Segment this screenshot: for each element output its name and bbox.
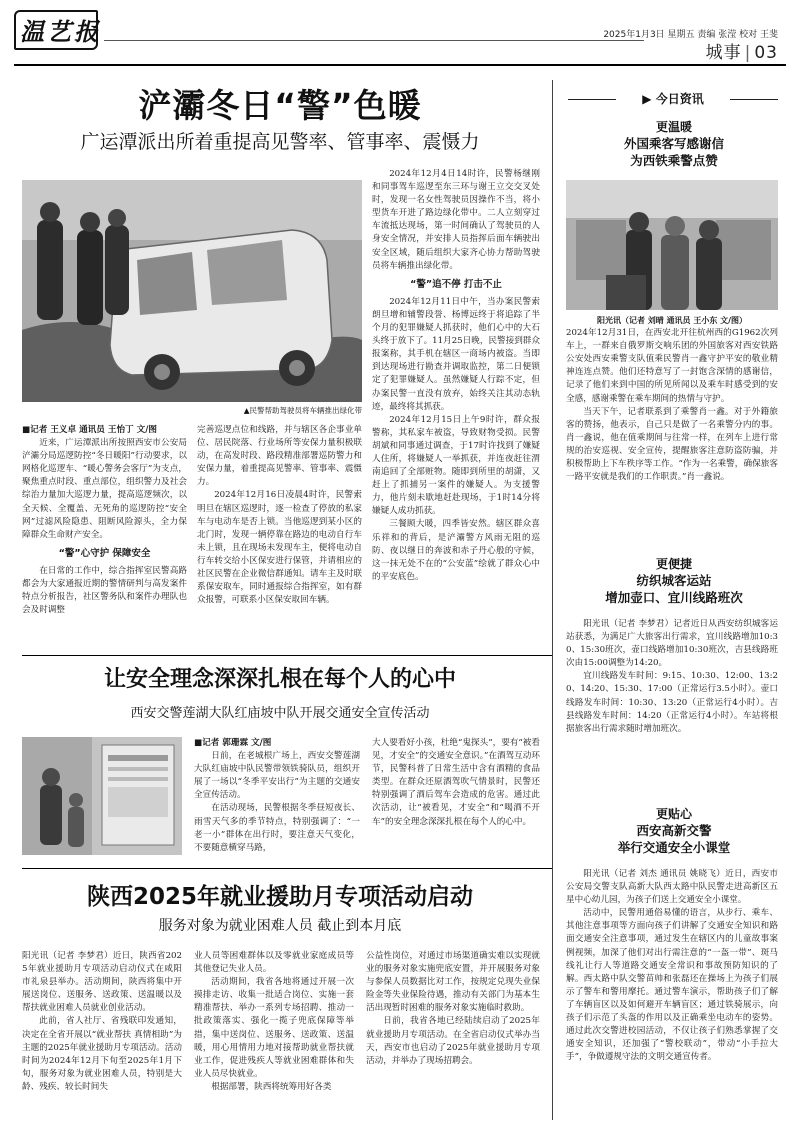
sidebar-item-2-title-line-1: 纺织城客运站 bbox=[636, 573, 712, 588]
lead-col2-para-1: 完善巡逻点位和线路，并与辖区各企事业单位、居民院落、行业场所等安保力量积极联动，在高发时段、路段精准部署巡防警力和安保力量，着重提高见警率、管事率、震慑力。 bbox=[197, 425, 362, 488]
sidebar-item-1 bbox=[566, 118, 782, 169]
sidebar-item-2-para-1: 阳光讯（记者 李梦君）记者近日从西安纺织城客运站获悉，为满足广大旅客出行需求，宜川线路增加10:30、15:30班次，壶口线路增加10:30班次，吉县线路班次由15:00调整为14:20。 bbox=[566, 619, 778, 669]
sidebar-item-1-title-line-2: 为西铁乘警点赞 bbox=[630, 153, 718, 168]
story2-column-2 bbox=[372, 737, 540, 829]
masthead-rule bbox=[104, 40, 644, 41]
sidebar-item-3-title-line-2: 举行交通安全小课堂 bbox=[617, 840, 731, 855]
story3-col3-para-1: 公益性岗位，对通过市场渠道确实难以实现就业的服务对象实施兜底安置，并开展服务对象与参保人员数据比对工作，按规定兑现失业保险金等失业保险待遇，推动有关部门为基本生活出现暂时困难的服务对象实施临时救助。 bbox=[366, 951, 540, 1014]
story2-col1-para-1: 日前，在老城根广场上，西安交警莲湖大队红庙坡中队民警带领铁骑队员，组织开展了一场以“冬季平安出行”为主题的交通安全宣传活动。 bbox=[194, 751, 360, 801]
story-divider-2 bbox=[22, 868, 552, 869]
lead-subhead-1: “警”心守护 保障安全 bbox=[58, 547, 151, 559]
story2-photo-illustration bbox=[22, 737, 182, 855]
lead-col3b-para-1: 2024年12月11日中午，当办案民警索朗旦增和辅警段誉、杨博远终于将追踪了半个月的犯罪嫌疑人抓获时，他们心中的大石头终于放下了。11月25日晚，民警接到群众报案称，其手机在辖区一商场内被盗。当即到达现场进行勘查并调取监控，第二日便锁定了犯罪嫌疑人。虽然嫌疑人行踪不定，但办案民警一直没有放弃，始终关注其动态轨迹，最终将其抓获。 bbox=[372, 296, 540, 412]
story2-title: 让安全理念深深扎根在每个人的心中 bbox=[103, 667, 456, 692]
story2-byline: ■记者 郭珊霖 文/图 bbox=[194, 738, 272, 748]
sidebar-item-1-photo-illustration bbox=[566, 180, 778, 310]
story3-col2-para-1: 业人员等困难群体以及零就业家庭成员等其他登记失业人员。 bbox=[194, 951, 354, 975]
sidebar-header bbox=[568, 90, 778, 108]
lead-col2-para-2: 2024年12月16日凌晨4时许，民警索明旦在辖区巡逻时，逐一检查了停放的私家车与电动车是否上锁。当他巡逻到某小区的北门时，发现一辆停靠在路边的电动自行车未上锁，且在现场未发现车主，便将电动自行车转交给小区保安进行保管，并请相应的社区民警在企业微信群通知。请车主及时联系保安取车，同时通报综合指挥室，如有群众报警，可联系小区保安取回车辆。 bbox=[197, 490, 362, 606]
masthead-logo-text: 温艺报 bbox=[20, 17, 101, 46]
sidebar-item-1-para-1: 2024年12月31日，在西安北开往杭州西的G1962次列车上，一群来自俄罗斯交响乐团的外国旅客对西安铁路公安处西安乘警支队值乘民警肖一鑫守护平安的敬业精神连连点赞。他们还特意写了一封饱含深情的感谢信，记录了他们来到中国的所见所闻以及乘车时感受到的安全感，感谢乘警在乘车期间的热情与守护。 bbox=[566, 328, 778, 404]
story2-column-1 bbox=[194, 737, 360, 855]
story3-column-1 bbox=[22, 950, 182, 1094]
lead-column-3 bbox=[372, 168, 540, 584]
sidebar-item-3-para-2: 活动中，民警用通俗易懂的语言，从步行、乘车、其他注意事项等方面向孩子们讲解了交通安全知识和路面交通安全注意事项，通过发生在辖区内的儿童故事案例视频，加深了他们对出行需注意的“一盔一带”、斑马线礼让行人等道路交通安全常识和事故预防知识的了解。西太路中队交警苗帅和张磊还在操场上为孩子们展示了警车和警用摩托。通过警车演示，帮助孩子们了解了车辆盲区以及如何避开车辆盲区；通过铁骑展示，向孩子们示范了头盔的作用以及正确乘坐电动车的姿势。通过此次交警进校园活动，不仅让孩子们熟悉掌握了交通安全知识，还加强了“警校联动”，带动“小手拉大手”，争做遵规守法的文明交通宣传者。 bbox=[566, 908, 778, 1063]
section-tag bbox=[706, 38, 778, 63]
sidebar-item-1-photo bbox=[566, 180, 778, 310]
masthead-date-line: 2025年1月3日 星期五 责编 张滢 校对 王斐 bbox=[603, 30, 778, 40]
lead-col1b-para: 在日常的工作中，综合指挥室民警高路都会为大家通报近期的警情研判与高发案件特点分析报告，社区警务队和案件办理队也会及时调整 bbox=[22, 565, 187, 616]
sidebar-header-text: 今日资讯 bbox=[655, 92, 704, 106]
story-divider-1 bbox=[22, 655, 552, 656]
story3-col1-para-2: 此前，省人社厅、省残联印发通知，决定在全省开展以“就业帮扶 真情相助”为主题的2025年就业援助月专项活动。活动时间为2024年12月下旬至2025年1月下旬，服务对象为就业困难人员，特别是大龄、残疾、较长时间失 bbox=[22, 1016, 182, 1092]
page-number: 03 bbox=[754, 43, 778, 63]
story3-column-3 bbox=[366, 950, 540, 1068]
lead-column-1 bbox=[22, 424, 187, 617]
lead-title: 浐灞冬日“警”色暖 bbox=[138, 86, 422, 125]
sidebar-header-label bbox=[616, 90, 730, 107]
lead-byline: ■记者 王义卓 通讯员 王怡丁 文/图 bbox=[22, 425, 157, 435]
lead-column-2 bbox=[197, 424, 362, 607]
section-name: 城事 bbox=[705, 43, 742, 63]
story3-column-2 bbox=[194, 950, 354, 1094]
story3-subtitle: 服务对象为就业困难人员 截止到本月底 bbox=[158, 918, 402, 934]
sidebar-item-1-kicker: 更温暖 bbox=[655, 120, 692, 134]
story2-subtitle: 西安交警莲湖大队红庙坡中队开展交通安全宣传活动 bbox=[130, 706, 430, 721]
sidebar-item-2-para-2: 宜川线路发车时间：9:15、10:30、12:00、13:20、14:20、15:30、17:00（正常运行3.5小时）。壶口线路发车时间：10:30、13:20（正常运行4小时）。吉县线路发车时间：14:20（正常运行4小时）。车站将根据旅客出行需求随时增加班次。 bbox=[566, 671, 778, 734]
lead-subtitle: 广运潭派出所着重提高见警率、管事率、震慑力 bbox=[80, 131, 480, 153]
story3-col2-para-2: 活动期间，我省各地将通过开展一次摸排走访、收集一批适合岗位、实施一套精准帮扶、举办一系列专场招聘、推动一批政策落实、强化一揽子兜底保障等举措，集中送岗位、送服务、送政策、送温暖，用心用情用力地对接帮助就业帮扶就业工作，促进残疾人等就业困难群体和失业人员尽快就业。 bbox=[194, 977, 354, 1079]
sidebar-item-3-para-1: 阳光讯（记者 刘杰 通讯员 姚晓飞）近日，西安市公安局交警支队高新大队西太路中队民警走进高新区五星中心幼儿园，为孩子们送上交通安全小课堂。 bbox=[566, 869, 778, 906]
sidebar-item-3-kicker: 更贴心 bbox=[655, 807, 692, 821]
lead-subhead-2: “警”追不停 打击不止 bbox=[410, 278, 502, 290]
sidebar-item-2-kicker: 更便捷 bbox=[655, 557, 692, 571]
lead-photo-illustration bbox=[22, 180, 362, 402]
story2-col2-para-1: 大人要看好小孩，杜绝“鬼探头”，要有“被看见，才安全”的交通安全意识。”在酒驾互动环节，民警科普了日常生活中含有酒精的食品类型。在群众还原酒驾吹气情景时，民警还特别强调了酒后驾车会造成的危害。通过此次活动，让“被看见，才安全”和“喝酒不开车”的安全理念深深扎根在每个人的心中。 bbox=[372, 738, 540, 827]
sidebar-header-triangle-icon: ▶ bbox=[642, 92, 652, 106]
sidebar-item-1-photo-caption: 阳光讯（记者 刘晴 通讯员 王小东 文/图） bbox=[596, 316, 748, 325]
sidebar-item-2-title-line-2: 增加壶口、宜川线路班次 bbox=[605, 590, 743, 605]
sidebar-vertical-rule bbox=[552, 80, 553, 1120]
lead-col1-para: 近来，广运潭派出所按照西安市公安局浐灞分局巡逻防控“冬日暖阳”行动要求，以网格化巡逻车、“暖心警务会客厅”为支点，聚焦重点时段、重点部位，组织警力及社会综治力量加大巡逻力量，提高巡逻频次，以全天候、全覆盖、无死角的巡逻防控“安全网”过滤风险隐患、阻断风险源头，全力保障群众生命财产安全。 bbox=[22, 438, 187, 540]
sidebar-item-3 bbox=[566, 805, 782, 856]
sidebar-item-1-title-line-1: 外国乘客写感谢信 bbox=[623, 136, 724, 151]
lead-photo-caption: ▲民警帮助驾驶员将车辆推出绿化带 bbox=[243, 406, 362, 415]
story3-col3-para-2: 日前，我省各地已经陆续启动了2025年就业援助月专项活动。在全省启动仪式举办当天，西安市也启动了2025年就业援助月专项活动，并举办了现场招聘会。 bbox=[366, 1016, 540, 1066]
story3-title: 陕西2025年就业援助月专项活动启动 bbox=[86, 884, 473, 910]
story2-col1-para-2: 在活动现场，民警根据冬季昼短夜长、雨雪天气多的季节特点，特别强调了：“一老一小”群体在出行时，要注意天气变化，不要随意横穿马路， bbox=[194, 803, 360, 853]
sidebar-item-2-body bbox=[566, 618, 778, 736]
section-divider: | bbox=[744, 43, 752, 63]
lead-col3b-para-3: 三餐顾大暖，四季皆安然。辖区群众喜乐祥和的背后，是浐灞警方风雨无阻的巡防、夜以继日的奔波和赤子丹心般的守候，这一抹无处不在的“公安蓝”绘就了群众心中的平安底色。 bbox=[372, 519, 540, 582]
lead-col3-para-1: 2024年12月4日14时许，民警杨继刚和同事驾车巡逻至东三环与谢王立交交叉处时，发现一名女性驾驶员因操作不当，将小型货车开进了路边绿化带中。二人立刻穿过车流抵达现场，第一时间确认了驾驶员的人身安全情况，并安排人员指挥后面车辆驶出安全区域，随后组织大家齐心协力帮助驾驶员将车辆推出绿化带。 bbox=[372, 169, 540, 271]
story2-photo bbox=[22, 737, 182, 855]
sidebar-item-2 bbox=[566, 555, 782, 606]
masthead-bottom-rule bbox=[14, 64, 786, 66]
story3-col2-para-3: 根据部署，陕西将统筹用好各类 bbox=[211, 1081, 332, 1092]
sidebar-item-3-body bbox=[566, 868, 778, 1064]
story3-col1-para-1: 阳光讯（记者 李梦君）近日，陕西省2025年就业援助月专项活动启动仪式在咸阳市礼泉县举办。活动期间，陕西将集中开展送岗位、送服务、送政策、送温暖以及帮扶就业困难人员就业创业活动。 bbox=[22, 951, 182, 1014]
sidebar-item-3-title-line-1: 西安高新交警 bbox=[636, 823, 712, 838]
sidebar-item-1-para-2: 当天下午，记者联系到了乘警肖一鑫。对于外籍旅客的赞扬，他表示，自己只是做了一名乘警分内的事。肖一鑫说，他在值乘期间与往常一样，在列车上进行常规的治安巡视、安全宣传，提醒旅客注意防盗防骗，并积极帮助上下车秩序等工作。“作为一名乘警，确保旅客一路平安就是我们的工作职责。”肖一鑫说。 bbox=[566, 406, 778, 483]
lead-col3b-para-2: 2024年12月15日上午9时许，群众报警称，其私家车被盗，导致财物受损。民警胡斌和同事通过调查，于17时许找到了嫌疑人住所，将嫌疑人一举抓获，并连夜赶往渭南追回了全部赃物。随即到所里的胡潇，又赶上了抓捕另一案件的嫌疑人。为支援警力，他片刻未歇地赶赴现场，于1时14分将嫌疑人成功抓获。 bbox=[372, 414, 540, 517]
sidebar-item-1-body bbox=[566, 314, 778, 484]
lead-photo bbox=[22, 180, 362, 402]
